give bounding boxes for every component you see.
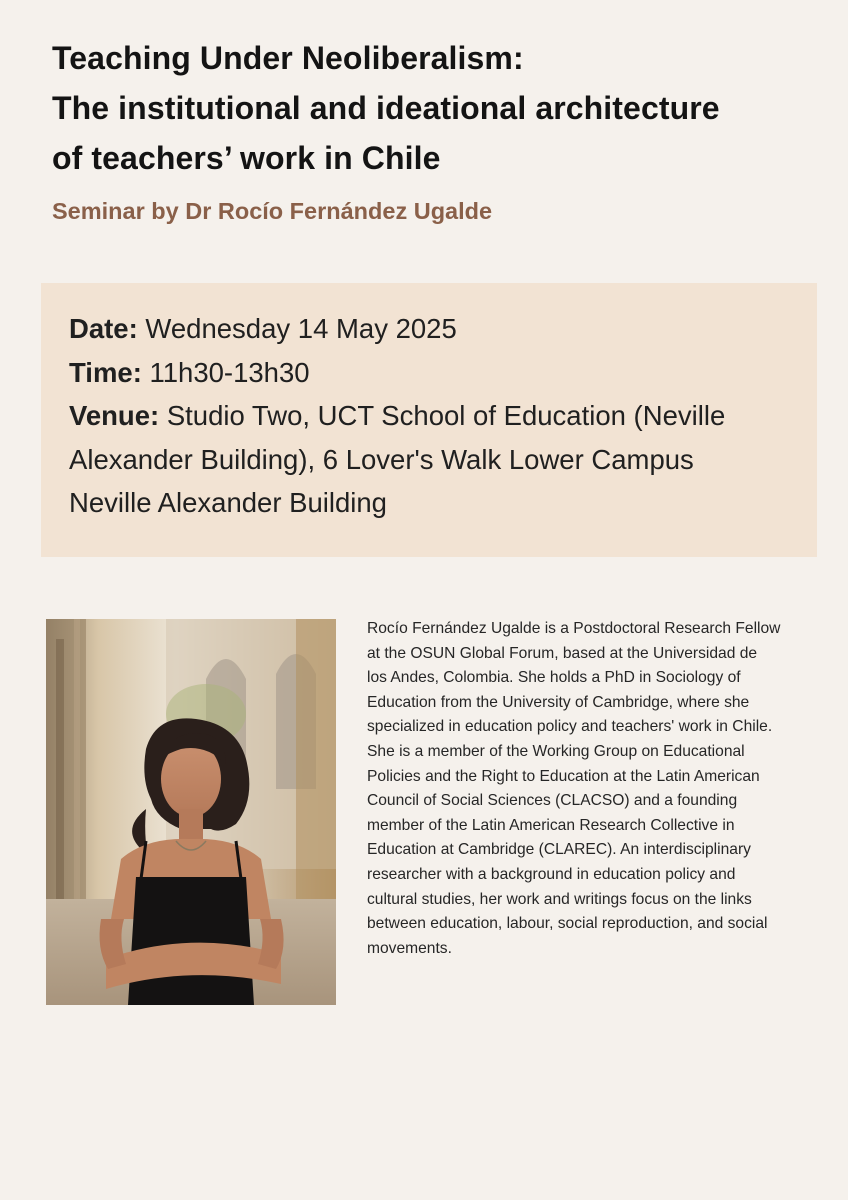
date-value: Wednesday 14 May 2025 xyxy=(145,313,457,344)
time-label: Time: xyxy=(69,356,142,388)
venue-label: Venue: xyxy=(69,400,160,431)
venue-row xyxy=(69,394,789,438)
seminar-speaker-subtitle: Seminar by Dr Rocío Fernández Ugalde xyxy=(52,198,493,224)
venue-value-line-2: Alexander Building), 6 Lover's Walk Lower Campus xyxy=(69,443,694,475)
speaker-portrait-photo xyxy=(46,619,336,1005)
bio-line: Education at Cambridge (CLAREC). An interdisciplinary xyxy=(367,841,751,859)
bio-line: She is a member of the Working Group on Educational xyxy=(367,742,745,760)
event-details-box xyxy=(41,283,817,557)
title-line-1: Teaching Under Neoliberalism: xyxy=(52,40,524,76)
bio-line: cultural studies, her work and writings focus on the links xyxy=(367,890,752,908)
date-row xyxy=(69,307,789,351)
bio-line: los Andes, Colombia. She holds a PhD in Sociology of xyxy=(367,669,741,687)
bio-line: between education, labour, social reproduction, and social xyxy=(367,915,768,933)
bio-line: specialized in education policy and teachers' work in Chile. xyxy=(367,718,773,736)
bio-line: Education from the University of Cambridge, where she xyxy=(367,693,750,711)
bio-line: Policies and the Right to Education at the Latin American xyxy=(367,767,760,785)
bio-line: Rocío Fernández Ugalde is a Postdoctoral Research Fellow xyxy=(367,620,781,637)
venue-value-line-3: Neville Alexander Building xyxy=(69,487,387,518)
poster-title xyxy=(52,33,822,183)
title-line-3: of teachers’ work in Chile xyxy=(52,140,441,176)
portrait-illustration xyxy=(46,619,336,1005)
time-row xyxy=(69,351,789,395)
date-label: Date: xyxy=(69,313,138,344)
time-value: 11h30-13h30 xyxy=(149,356,310,388)
title-line-2: The institutional and ideational architecture xyxy=(52,90,720,126)
bio-line: Council of Social Sciences (CLACSO) and a founding xyxy=(367,792,738,810)
bio-line: movements. xyxy=(367,939,452,957)
bio-line: researcher with a background in education policy and xyxy=(367,865,736,883)
bio-line: member of the Latin American Research Collective in xyxy=(367,816,735,834)
venue-value-line-1: Studio Two, UCT School of Education (Neville xyxy=(166,400,726,431)
speaker-bio xyxy=(367,617,818,961)
bio-line: at the OSUN Global Forum, based at the Universidad de xyxy=(367,644,758,662)
